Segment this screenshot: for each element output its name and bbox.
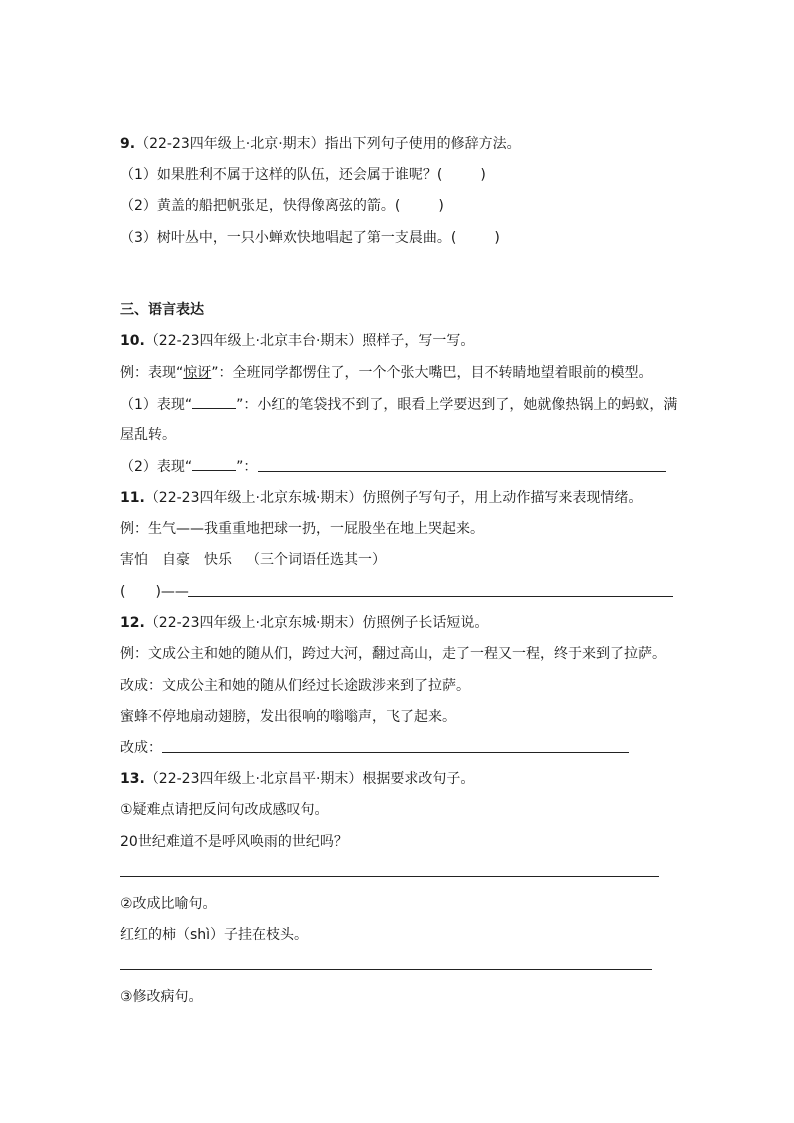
q10-item-1-cont: 屋乱转。: [120, 427, 176, 443]
q9-source: （22-23四年级上·北京·期末）: [135, 136, 325, 152]
q12-prompt: 仿照例子长话短说。: [362, 615, 489, 631]
q13-part-2-sentence: 红红的柿（shì）子挂在枝头。: [120, 927, 309, 943]
q10-blank-2[interactable]: [192, 457, 236, 471]
q13-part-1-sentence: 20世纪难道不是呼风唤雨的世纪吗？: [120, 834, 348, 850]
q10-example-word: 惊讶: [183, 365, 212, 381]
q13-part-2: ②改成比喻句。: [120, 896, 217, 912]
q11-answer-line[interactable]: [188, 596, 673, 597]
q11-word: 害怕: [120, 552, 148, 568]
q10-item-1: （1）表现“ ”：小红的笔袋找不到了，眼看上学要迟到了，她就像热锅上的蚂蚁，满: [120, 397, 678, 413]
q11-word: 快乐: [204, 552, 232, 568]
q12-header: 12.（22-23四年级上·北京东城·期末）仿照例子长话短说。: [120, 615, 489, 631]
q12-revised: 改成：文成公主和她的随从们经过长途跋涉来到了拉萨。: [120, 678, 470, 694]
q11-answer: ( )——: [120, 584, 189, 600]
q11-hint: （三个词语任选其一）: [246, 552, 386, 568]
q9-item-3: （3）树叶丛中，一只小蝉欢快地唱起了第一支晨曲。( ): [120, 230, 500, 246]
q13-part-3: ③修改病句。: [120, 989, 203, 1005]
q11-word: 自豪: [162, 552, 190, 568]
q10-blank-1[interactable]: [192, 395, 236, 409]
q9-item-1: （1）如果胜利不属于这样的队伍，还会属于谁呢？( ): [120, 167, 486, 183]
q10-source: （22-23四年级上·北京丰台·期末）: [144, 333, 363, 349]
q10-example: 例：表现“惊讶”：全班同学都愣住了，一个个张大嘴巴，目不转睛地望着眼前的模型。: [120, 365, 653, 381]
q10-item-2: （2）表现“ ”：: [120, 459, 258, 475]
q9-item-2: （2）黄盖的船把帆张足，快得像离弦的箭。( ): [120, 198, 444, 214]
q13-source: （22-23四年级上·北京昌平·期末）: [144, 771, 363, 787]
q10-header: 10.（22-23四年级上·北京丰台·期末）照样子，写一写。: [120, 333, 475, 349]
q11-example: 例：生气——我重重地把球一扔，一屁股坐在地上哭起来。: [120, 521, 484, 537]
q12-task: 蜜蜂不停地扇动翅膀，发出很响的嗡嗡声，飞了起来。: [120, 709, 456, 725]
q10-answer-line[interactable]: [258, 471, 666, 472]
q12-example: 例：文成公主和她的随从们，跨过大河，翻过高山，走了一程又一程，终于来到了拉萨。: [120, 646, 666, 662]
q13-prompt: 根据要求改句子。: [362, 771, 475, 787]
q10-prompt: 照样子，写一写。: [362, 333, 475, 349]
q12-source: （22-23四年级上·北京东城·期末）: [144, 615, 363, 631]
q13-part-1: ①疑难点请把反问句改成感叹句。: [120, 802, 329, 818]
q11-source: （22-23四年级上·北京东城·期末）: [144, 490, 363, 506]
q11-prompt: 仿照例子写句子，用上动作描写来表现情绪。: [362, 490, 643, 506]
q13-answer-line-2[interactable]: [120, 969, 652, 970]
q12-answer-label: 改成：: [120, 740, 162, 756]
q13-answer-line-1[interactable]: [120, 876, 659, 877]
q9-number: 9: [120, 136, 130, 152]
section-title: 三、语言表达: [120, 302, 204, 318]
q11-word-choices: [120, 551, 400, 569]
q11-header: 11.（22-23四年级上·北京东城·期末）仿照例子写句子，用上动作描写来表现情绪。: [120, 490, 643, 506]
q13-header: 13.（22-23四年级上·北京昌平·期末）根据要求改句子。: [120, 771, 475, 787]
q9-header: 9.（22-23四年级上·北京·期末）指出下列句子使用的修辞方法。: [120, 136, 521, 152]
q12-answer-line[interactable]: [162, 752, 629, 753]
q9-prompt: 指出下列句子使用的修辞方法。: [324, 136, 521, 152]
